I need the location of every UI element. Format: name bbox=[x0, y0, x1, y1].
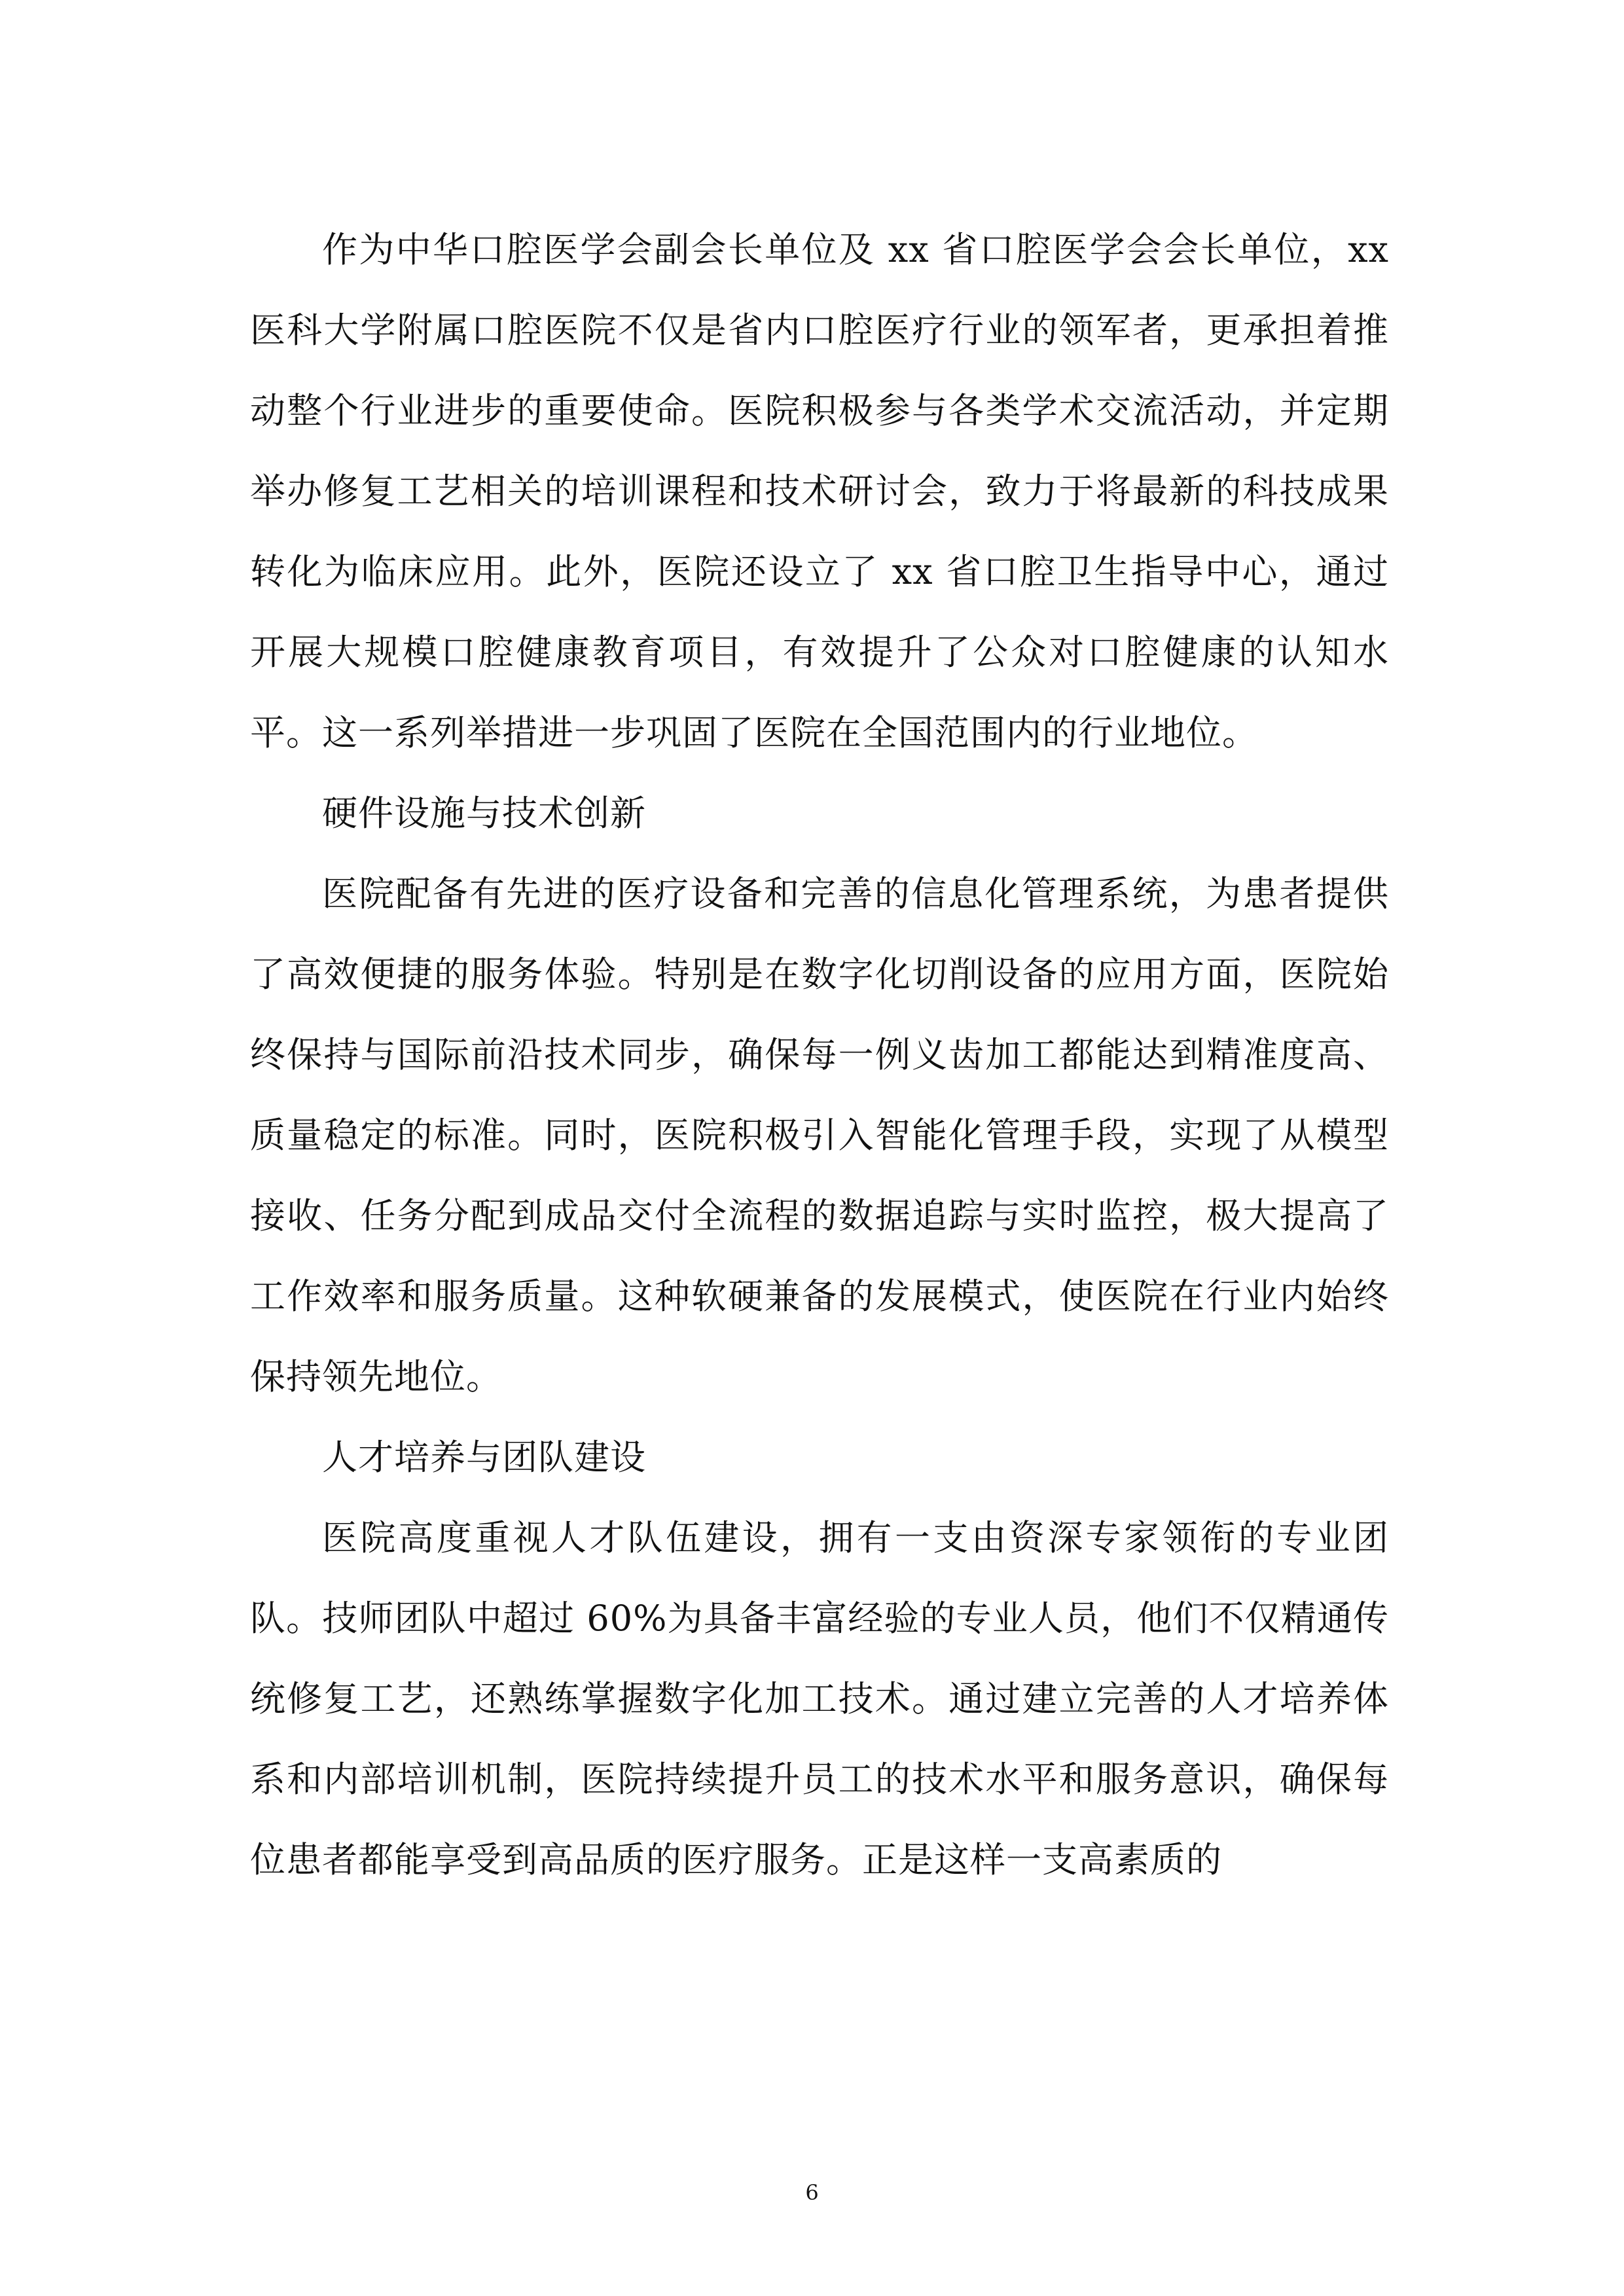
paragraph-academic-role: 作为中华口腔医学会副会长单位及 xx 省口腔医学会会长单位，xx 医科大学附属口腔医院不仅是省内口腔医疗行业的领军者，更承担着推动整个行业进步的重要使命。医院积极参与各类学术交流活动，并定期举办修复工艺相关的培训课程和技术研讨会，致力于将最新的科技成果转化为临床应用。此外，医院还设立了 xx 省口腔卫生指导中心，通过开展大规模口腔健康教育项目，有效提升了公众对口腔健康的认知水平。这一系列举措进一步巩固了医院在全国范围内的行业地位。 bbox=[250, 229, 1389, 753]
page-body bbox=[250, 209, 1389, 1900]
section-heading-hardware: 硬件设施与技术创新 bbox=[322, 793, 646, 834]
paragraph-talent: 医院高度重视人才队伍建设，拥有一支由资深专家领衔的专业团队。技师团队中超过 60%为具备丰富经验的专业人员，他们不仅精通传统修复工艺，还熟练掌握数字化加工技术。通过建立完善的人才培养体系和内部培训机制，医院持续提升员工的技术水平和服务意识，确保每位患者都能享受到高品质的医疗服务。正是这样一支高素质的 bbox=[250, 1517, 1389, 1880]
paragraph-hardware: 医院配备有先进的医疗设备和完善的信息化管理系统，为患者提供了高效便捷的服务体验。特别是在数字化切削设备的应用方面，医院始终保持与国际前沿技术同步，确保每一例义齿加工都能达到精准度高、质量稳定的标准。同时，医院积极引入智能化管理手段，实现了从模型接收、任务分配到成品交付全流程的数据追踪与实时监控，极大提高了工作效率和服务质量。这种软硬兼备的发展模式，使医院在行业内始终保持领先地位。 bbox=[250, 873, 1389, 1397]
section-heading-talent: 人才培养与团队建设 bbox=[322, 1437, 646, 1478]
page-number: 6 bbox=[805, 2180, 819, 2205]
